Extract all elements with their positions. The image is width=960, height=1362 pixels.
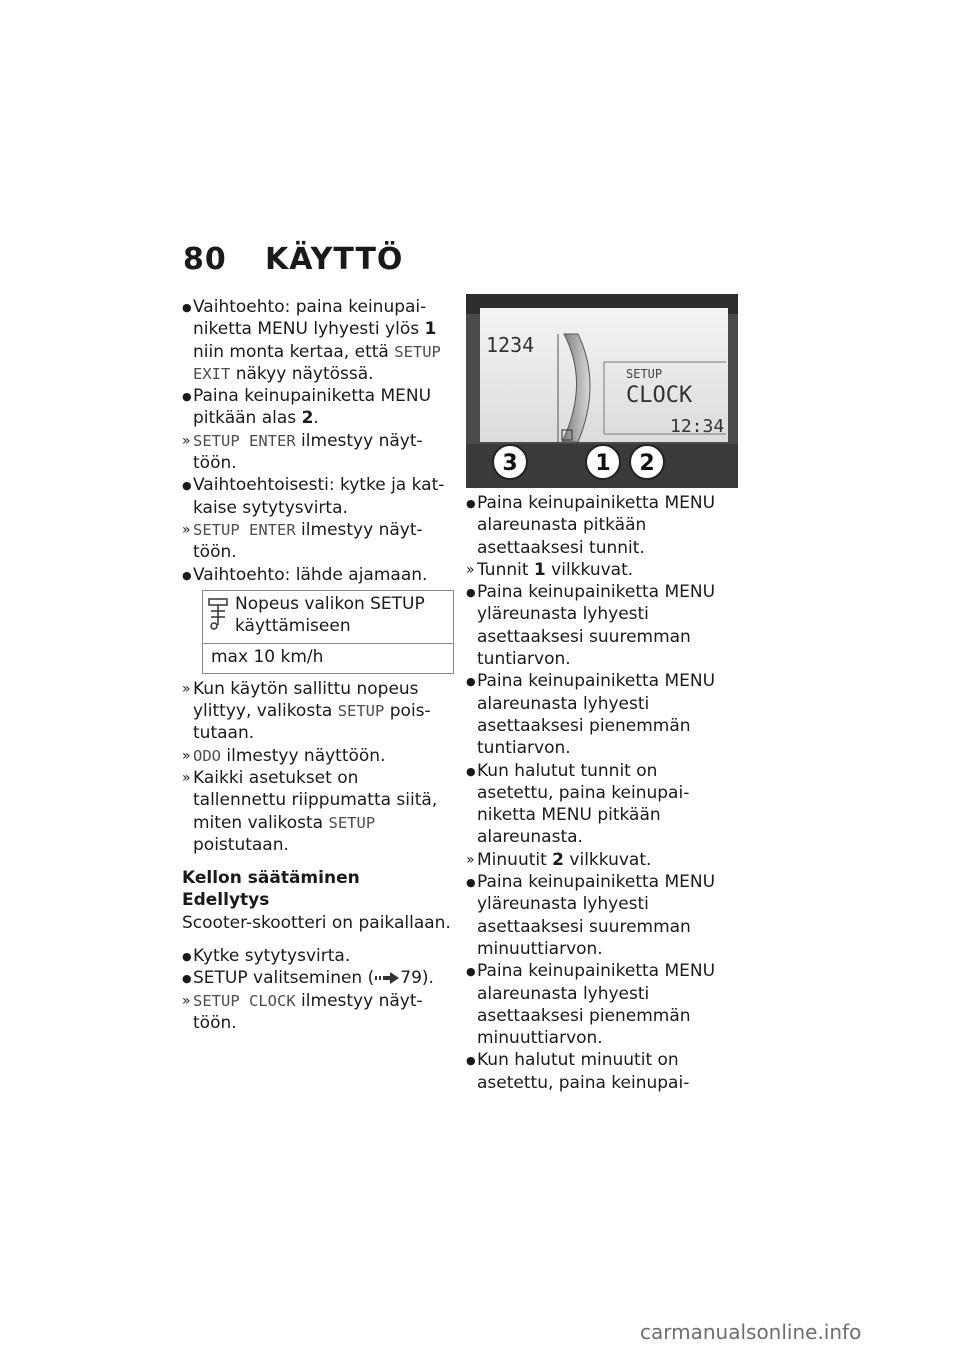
lcd-odometer-readout: 1234	[486, 333, 535, 357]
instruction-step	[466, 1049, 738, 1094]
step-text: .	[313, 408, 319, 429]
result-marker: »	[182, 680, 191, 697]
result-line	[466, 849, 738, 871]
bullet-marker: ●	[466, 965, 476, 979]
bullet-marker: ●	[182, 390, 192, 404]
note-title: Nopeus valikon SETUP käyttämiseen	[235, 593, 425, 637]
step-text: Paina keinupainiketta MENU alareunasta pitkään asettaaksesi tunnit.	[477, 493, 716, 558]
result-marker: »	[466, 851, 475, 868]
step-text: Vaihtoehto: lähde ajamaan.	[193, 564, 428, 585]
result-line	[182, 519, 454, 564]
step-text: Paina keinupainiketta MENU pitkään alas	[193, 386, 432, 429]
callout-3: 3	[502, 451, 518, 476]
step-text: Paina keinupainiketta MENU yläreunasta lyhyesti asettaaksesi suuremman tuntiarvon.	[477, 582, 716, 670]
step-text: Vaihtoehtoisesti: kytke ja katkaise sytytysvirta.	[193, 475, 445, 518]
section-heading: Kellon säätäminen	[182, 868, 360, 889]
bullet-marker: ●	[182, 972, 192, 986]
bullet-marker: ●	[182, 950, 192, 964]
instruction-step	[182, 474, 454, 519]
step-text: Paina keinupainiketta MENU alareunasta lyhyesti asettaaksesi pienemmän minuuttiarvon.	[477, 961, 716, 1049]
result-line	[182, 678, 454, 745]
result-text: Kaikki asetukset on tallennettu riippumatta siitä, miten valikosta	[193, 767, 438, 833]
step-text: Kun halutut tunnit on asetettu, paina keinupainiketta MENU pitkään alareunasta.	[477, 760, 690, 848]
callout-ref: 1	[424, 319, 437, 340]
prerequisite-heading: Edellytys	[182, 890, 270, 911]
result-line	[182, 745, 454, 767]
bullet-marker: ●	[466, 675, 476, 689]
callout-ref: 1	[533, 559, 546, 580]
result-line	[182, 430, 454, 475]
instruction-step	[182, 945, 454, 967]
left-column	[182, 296, 454, 1034]
lcd-time-readout: 12:34	[670, 416, 725, 437]
bullet-marker: ●	[466, 586, 476, 600]
step-text: Kun halutut minuutit on asetettu, paina keinupai-	[477, 1050, 690, 1093]
lcd-clock-label: CLOCK	[626, 383, 693, 408]
instruction-step	[466, 871, 738, 960]
result-marker: »	[466, 561, 475, 578]
prerequisite-text: Scooter-skootteri on paikallaan.	[182, 912, 451, 933]
bullet-marker: ●	[466, 497, 476, 510]
step-text: Vaihtoehto: paina keinupainiketta MENU lyhyesti ylös	[193, 297, 427, 340]
result-line	[182, 990, 454, 1035]
result-text: Tunnit	[477, 559, 534, 580]
bullet-marker: ●	[466, 764, 476, 778]
instruction-step	[466, 492, 738, 559]
bullet-marker: ●	[182, 301, 192, 314]
instruction-step	[466, 670, 738, 759]
speed-note-box	[202, 590, 454, 674]
instruction-step	[182, 967, 454, 989]
step-text: Paina keinupainiketta MENU alareunasta lyhyesti asettaaksesi pienemmän tuntiarvon.	[477, 671, 716, 759]
page-number: 80	[183, 242, 227, 277]
instrument-cluster-photo	[466, 294, 738, 488]
result-text: ilmestyy näyttöön.	[221, 745, 386, 766]
instruction-step	[182, 564, 454, 586]
result-text: poistutaan.	[193, 701, 431, 744]
result-marker: »	[182, 432, 191, 449]
measurement-icon	[207, 597, 229, 631]
result-marker: »	[182, 521, 191, 538]
result-marker: »	[182, 992, 191, 1009]
bullet-marker: ●	[182, 479, 192, 493]
display-text: ODO	[193, 746, 221, 765]
result-text: ilmestyy näyttöön.	[193, 430, 423, 474]
display-text: SETUP	[337, 702, 385, 721]
result-text: vilkkuvat.	[564, 849, 652, 870]
result-text: poistutaan.	[193, 834, 289, 855]
instruction-step	[182, 296, 454, 385]
result-text: ilmestyy näyttöön.	[193, 990, 423, 1033]
bullet-marker: ●	[466, 1054, 476, 1068]
instruction-step	[182, 385, 454, 430]
watermark: carmanualsonline.info	[640, 1320, 862, 1344]
right-column	[466, 492, 738, 1094]
lcd-display-illustration	[466, 294, 738, 488]
result-line	[182, 767, 454, 856]
display-text: SETUP	[328, 813, 376, 832]
lcd-setup-label: SETUP	[626, 367, 663, 381]
result-text: ilmestyy näyttöön.	[193, 519, 423, 563]
result-marker: »	[182, 769, 191, 786]
page-reference-arrow-icon	[374, 972, 400, 984]
bullet-marker: ●	[182, 568, 192, 582]
callout-1: 1	[595, 451, 611, 476]
note-header	[203, 591, 453, 645]
note-value: max 10 km/h	[211, 647, 324, 668]
display-text: SETUP CLOCK	[193, 991, 296, 1010]
step-text: näkyy näytössä.	[230, 363, 374, 384]
step-text: Kytke sytytysvirta.	[193, 946, 351, 967]
result-marker: »	[182, 747, 191, 764]
instruction-step	[466, 581, 738, 670]
instruction-step	[466, 760, 738, 849]
result-line	[466, 559, 738, 581]
page-header	[183, 242, 403, 277]
step-text: 79).	[400, 968, 434, 989]
display-text: SETUP EXIT	[193, 342, 441, 383]
step-text: Paina keinupainiketta MENU yläreunasta lyhyesti asettaaksesi suuremman minuuttiarvon.	[477, 872, 716, 959]
bullet-marker: ●	[466, 876, 476, 890]
result-text: Minuutit	[477, 849, 553, 870]
instruction-step	[466, 960, 738, 1049]
callout-ref: 2	[552, 849, 565, 870]
chapter-title: KÄYTTÖ	[265, 242, 404, 277]
step-text: SETUP valitseminen (	[193, 968, 375, 989]
result-text: Kun käytön sallittu nopeus ylittyy, valikosta	[193, 678, 419, 722]
result-text: vilkkuvat.	[545, 559, 634, 580]
step-text: niin monta kertaa, että	[193, 341, 395, 362]
callout-2: 2	[639, 451, 655, 476]
display-text: SETUP ENTER	[193, 520, 296, 539]
callout-ref: 2	[301, 408, 314, 429]
display-text: SETUP ENTER	[193, 431, 296, 450]
